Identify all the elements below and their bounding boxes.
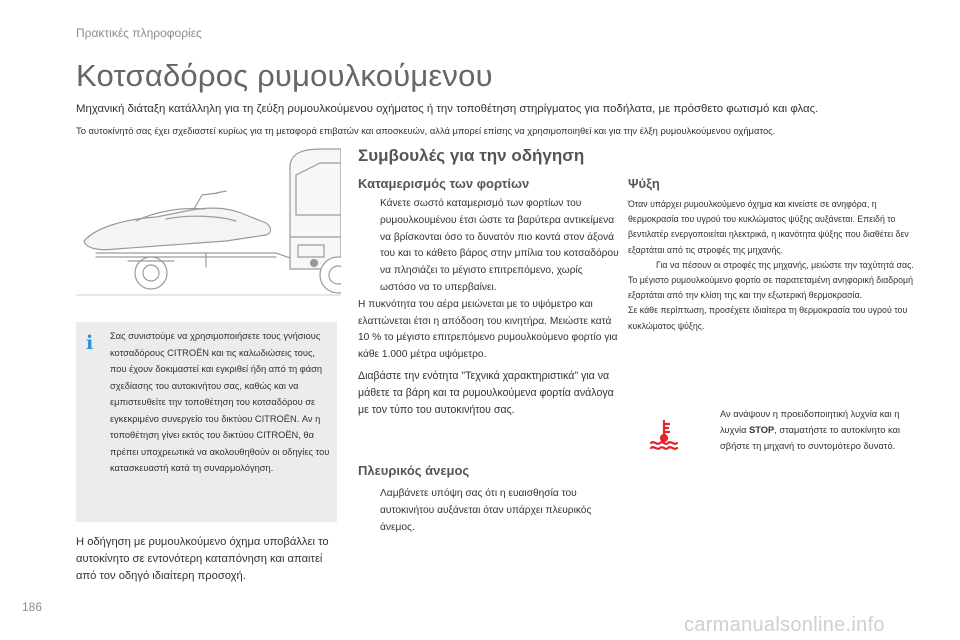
info-icon: i	[86, 332, 94, 354]
page-title: Κοτσαδόρος ρυμουλκούμενου	[76, 58, 493, 93]
section-title: Πρακτικές πληροφορίες	[76, 26, 202, 40]
side-wind-heading: Πλευρικός άνεμος	[358, 463, 470, 478]
stop-label: STOP	[749, 425, 775, 435]
coolant-temperature-paragraph: Σε κάθε περίπτωση, προσέχετε ιδιαίτερα τη θερμοκρασία του υγρού του κυκλώματος ψύξης.	[628, 305, 908, 331]
towing-caution-text: Η οδήγηση με ρυμουλκούμενο όχημα υποβάλλει το αυτοκίνητο σε εντονότερη καταπόνηση και απαιτεί από τον οδηγό ιδιαίτερη προσοχή.	[76, 536, 329, 582]
cooling-section	[628, 197, 918, 334]
side-wind-bullet-text: Λαμβάνετε υπόψη σας ότι η ευαισθησία του αυτοκινήτου αυξάνεται όταν υπάρχει πλευρικός άνεμος.	[380, 488, 592, 533]
list-item	[628, 258, 918, 273]
info-box	[76, 322, 337, 522]
intro-text: Το αυτοκίνητό σας έχει σχεδιαστεί κυρίως για τη μεταφορά επιβατών και αποσκευών, αλλά μπορεί επίσης να χρησιμοποιηθεί και για την έλξη ρυμουλκούμενου οχήματος.	[76, 125, 776, 136]
page-number: 186	[22, 600, 43, 614]
warning-text-before: Αν ανάψουν η προειδοποιητική λυχνία και η λυχνία	[720, 409, 900, 435]
info-box-text: Σας συνιστούμε να χρησιμοποιήσετε τους γνήσιους κοτσαδόρους CITROËN και τις καλωδιώσεις τους, που έχουν δοκιμαστεί και εγκριθεί ήδη από τη φάση σχεδίασης του αυτοκινήτου σας, καθώς και να εμπιστευθείτε την τοποθέτηση του κοτσαδόρου σε εγκεκριμένο συνεργείο του δικτύου CITROËN. Αν η τοποθέτηση γίνει εκτός του δικτύου CITROËN, θα πρέπει υποχρεωτικά να ακολουθηθούν οι οδηγίες του κατασκευαστή κατά τη συναρμολόγηση.	[110, 331, 330, 473]
max-load-paragraph: Το μέγιστο ρυμουλκούμενο φορτίο σε παρατεταμένη ανηφορική διαδρομή εξαρτάται από την κλίση της και την εξωτερική θερμοκρασία.	[628, 275, 913, 301]
list-item	[358, 486, 620, 536]
load-bullet-text: Κάνετε σωστό καταμερισμό των φορτίων του ρυμουλκουμένου έτσι ώστε τα βαρύτερα αντικείμενα να βρίσκονται όσο το δυνατόν πιο κοντά στον άξονά του και το κάθετο βάρος στην μπίλια του κοτσαδόρου να πλησιάζει το μέγιστο επιτρεπόμενο, χωρίς ωστόσο να το υπερβαίνει.	[380, 198, 619, 293]
cooling-bullet-text: Για να πέσουν οι στροφές της μηχανής, μειώστε την ταχύτητά σας.	[656, 259, 914, 270]
warning-text-after: , σταματήστε το αυτοκίνητο και σβήστε τη μηχανή το συντομότερο δυνατό.	[720, 425, 901, 451]
cooling-heading: Ψύξη	[628, 176, 660, 191]
list-item	[358, 196, 620, 297]
load-distribution-section	[358, 196, 620, 418]
car-towing-trailer-illustration	[76, 145, 341, 305]
watermark: carmanualsonline.info	[684, 614, 885, 636]
warning-section	[698, 406, 918, 454]
side-wind-section	[358, 486, 620, 536]
altitude-paragraph: Η πυκνότητα του αέρα μειώνεται με το υψόμετρο και ελαττώνεται έτσι η απόδοση του κινητήρα. Μειώστε κατά 10 % το μέγιστο επιτρεπόμενο ρυμουλκούμενο φορτίο για κάθε 1.000 μέτρα υψόμετρο.	[358, 298, 618, 361]
technical-data-paragraph: Διαβάστε την ενότητα "Τεχνικά χαρακτηριστικά" για να μάθετε τα βάρη και τα ρυμουλκούμενα φορτία ανάλογα με τον τύπο του αυτοκινήτου σας.	[358, 369, 614, 416]
load-distribution-heading: Καταμερισμός των φορτίων	[358, 176, 530, 191]
coolant-temperature-icon	[648, 418, 680, 450]
list-item	[698, 406, 918, 454]
page-subtitle: Μηχανική διάταξη κατάλληλη για τη ζεύξη ρυμουλκούμενου οχήματος ή την τοποθέτηση στηρίγματος για ποδήλατα, με πρόσθετο φωτισμό και φλας.	[76, 103, 819, 115]
cooling-paragraph: Όταν υπάρχει ρυμουλκούμενο όχημα και κινείστε σε ανηφόρα, η θερμοκρασία του υγρού του κυκλώματος ψύξης αυξάνεται. Επειδή το βεντιλατέρ ενεργοποιείται ηλεκτρικά, η ικανότητα ψύξης που διαθέτει δεν εξαρτάται από τις στροφές της μηχανής.	[628, 199, 909, 255]
driving-tips-heading: Συμβουλές για την οδήγηση	[358, 146, 585, 165]
